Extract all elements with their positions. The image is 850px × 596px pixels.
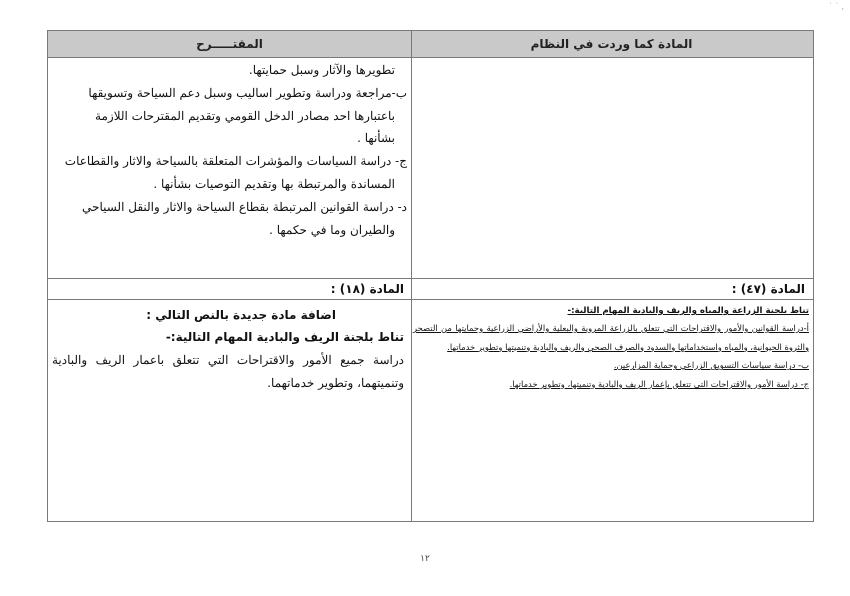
table-header-row	[48, 31, 813, 58]
proposal-line: ب-مراجعة ودراسة وتطوير اساليب وسبل دعم السياحة وتسويقها	[88, 85, 407, 100]
original-clause-c: ج- دراسة الأمور والاقتراحات التي تتعلق بإعمار الريف والبادية وتنميتها، وتطوير خدماتها.	[509, 378, 809, 389]
article-18-title: المادة (١٨) :	[330, 282, 404, 296]
original-article-heading: تناط بلجنة الزراعة والمياه والريف والبادية المهام التالية:-	[567, 306, 809, 316]
scan-specks: ˙ ˙ ,	[828, 2, 844, 11]
proposal-line: بشأنها .	[357, 131, 395, 146]
proposal-continuation	[52, 59, 407, 241]
row-divider-1	[48, 278, 813, 279]
article-47-title: المادة (٤٧) :	[731, 282, 805, 296]
proposal-article-text	[52, 305, 404, 395]
row-divider-2	[48, 299, 813, 300]
original-clause-a: أ-دراسة القوانين والأمور والاقتراحات التي تتعلق بالزراعة المروية والبعلية والأراضي الزراعية وحمايتها من التصحر والثروة الحيوانية، والمياه واستخداماتها والسدود والصرف الصحي والريف والبادية وتنميتها وتطوير خدماتها.	[413, 323, 809, 352]
column-divider	[411, 31, 412, 521]
proposal-line-1: اضافة مادة جديدة بالنص التالي :	[146, 308, 336, 322]
original-clause-b: ب- دراسة سياسات التسويق الزراعي وحماية المزارعين.	[613, 360, 809, 371]
proposal-line-2: تناط بلجنة الريف والبادية المهام التالية:-	[165, 330, 404, 344]
page-number: ١٢	[420, 554, 430, 564]
proposal-line: المساندة والمرتبطة بها وتقديم التوصيات بشأنها .	[153, 176, 395, 191]
proposal-line: والطيران وما في حكمها .	[269, 222, 395, 237]
comparison-table	[47, 30, 814, 522]
proposal-line: باعتبارها احد مصادر الدخل القومي وتقديم المقترحات اللازمة	[95, 108, 395, 123]
proposal-line: د- دراسة القوانين المرتبطة بقطاع السياحة والاثار والنقل السياحي	[82, 199, 407, 214]
header-original-article: المادة كما وردت في النظام	[530, 37, 693, 51]
original-article-text	[413, 303, 809, 393]
header-proposal: المقتـــــرح	[196, 37, 263, 51]
proposal-line: تطويرها والآثار وسبل حمايتها.	[248, 63, 395, 77]
proposal-body: دراسة جميع الأمور والاقتراحات التي تتعلق باعمار الريف والبادية وتنميتهما، وتطوير خدماتهما.	[52, 353, 404, 390]
proposal-line: ج- دراسة السياسات والمؤشرات المتعلقة بالسياحة والاثار والقطاعات	[64, 154, 407, 169]
